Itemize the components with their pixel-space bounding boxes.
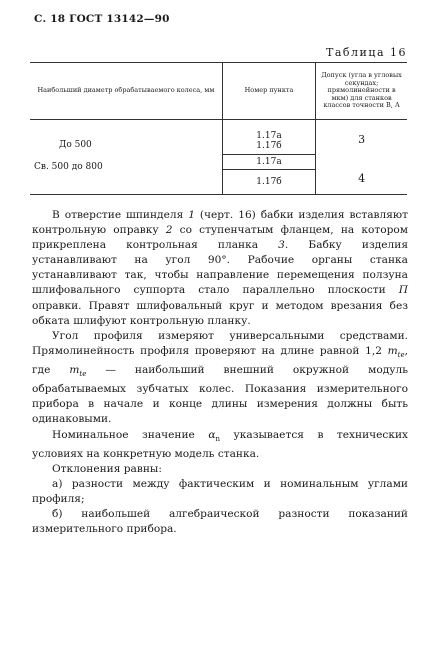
table-header-row [30,63,407,120]
tolerance-table [30,62,407,195]
row-item: 1.17а [256,130,282,141]
row-tolerance: 3 [358,133,366,146]
row-item: 1.17а [256,156,282,167]
header-diameter: Наибольший диаметр обрабатываемого колеса, мм [30,63,222,120]
paragraph-deviations: Отклонения равны: [52,462,162,475]
table-row [30,120,407,155]
paragraph-nominal: Номинальное значение $\alpha_n$ указывается в технических условиях на конкретную модель станка. [32,428,408,460]
page-header: С. 18 ГОСТ 13142—90 [34,13,170,25]
header-tolerance: Допуск (угла в угловых секундах; прямолинейности в мкм) для станков классов точности В, А [316,63,407,120]
paragraph-measurement: Угол профиля измеряют универсальными средствами. Прямолинейность профиля проверяют на длине равной 1,2 $m_{te}$, где $m_{te}$ — наибольший внешний окружной модуль обрабатываемых зубчатых колес. Показания измерительного прибора в начале и конце длины измерения должны быть одинаковыми. [32,329,408,426]
header-item-number: Номер пункта [222,63,315,120]
table-row [30,154,407,169]
row-item: 1.17б [256,140,282,151]
paragraph-setup: В отверстие шпинделя 1 (черт. 16) бабки изделия вставляют контрольную оправку 2 со ступенчатым фланцем, на котором прикреплена контрольная планка 3. Бабку изделия устанавливают на угол 90°. Рабочие органы станка устанавливают так, чтобы направление перемещения ползуна шлифовального суппорта стало параллельно плоскости П оправки. Правят шлифовальный круг и методом врезания без обката шлифуют контрольную планку. [32,209,408,327]
list-item-a: а) разности между фактическим и номинальным углами профиля; [32,477,408,506]
row-diameter: Св. 500 до 800 [34,162,103,172]
row-diameter: До 500 [59,140,92,150]
table-title: Таблица 16 [326,46,407,59]
body-text [32,208,408,537]
row-item: 1.17б [256,176,282,187]
list-item-b: б) наибольшей алгебраической разности показаний измерительного прибора. [32,508,408,536]
row-tolerance: 4 [358,172,366,186]
